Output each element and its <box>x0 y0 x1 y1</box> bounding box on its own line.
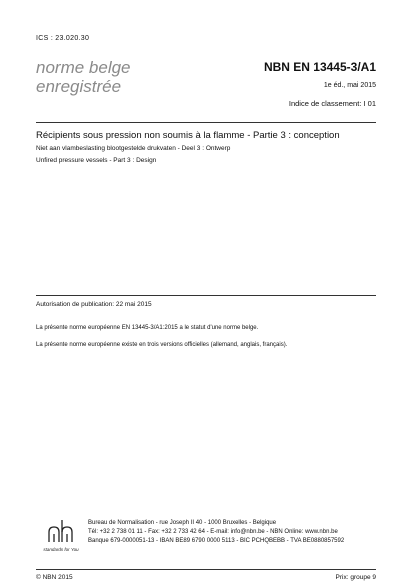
title-french: Récipients sous pression non soumis à la flamme - Partie 3 : conception <box>36 130 340 141</box>
norm-status <box>36 58 131 96</box>
publisher-info <box>88 519 344 546</box>
logo-tagline: standards for You <box>43 547 79 552</box>
publisher-contact: Tél: +32 2 738 01 11 - Fax: +32 2 733 42 64 - E-mail: info@nbn.be - NBN Online: www.nbn.be <box>88 529 338 535</box>
status-statement: La présente norme européenne EN 13445-3/A1:2015 a le statut d'une norme belge. <box>36 325 259 331</box>
copyright: © NBN 2015 <box>36 574 73 581</box>
norm-status-line-2: enregistrée <box>36 77 122 96</box>
body-divider <box>36 295 376 296</box>
publication-authorisation: Autorisation de publication: 22 mai 2015 <box>36 301 152 308</box>
versions-statement: La présente norme européenne existe en trois versions officielles (allemand, anglais, français). <box>36 342 288 348</box>
footer-divider <box>36 569 376 570</box>
publisher-bank: Banque 679-0000051-13 - IBAN BE89 6790 0000 5113 - BIC PCHQBEBB - TVA BE0880857592 <box>88 538 345 544</box>
edition-date: 1e éd., mai 2015 <box>323 82 376 89</box>
header-divider <box>36 122 376 123</box>
norm-status-line-1: norme belge <box>36 58 131 77</box>
nbn-logo-mark <box>49 520 72 542</box>
publisher-address: Bureau de Normalisation - rue Joseph II 40 - 1000 Bruxelles - Belgique <box>88 520 277 526</box>
price-group: Prix: groupe 9 <box>335 574 376 581</box>
standard-reference: NBN EN 13445-3/A1 <box>263 60 376 74</box>
ics-code: ICS : 23.020.30 <box>36 35 90 42</box>
title-dutch: Niet aan vlambeslasting blootgestelde drukvaten - Deel 3 : Ontwerp <box>36 145 231 152</box>
title-english: Unfired pressure vessels - Part 3 : Design <box>36 157 157 164</box>
classification-index: Indice de classement: I 01 <box>288 99 376 108</box>
nbn-logo <box>40 514 82 554</box>
